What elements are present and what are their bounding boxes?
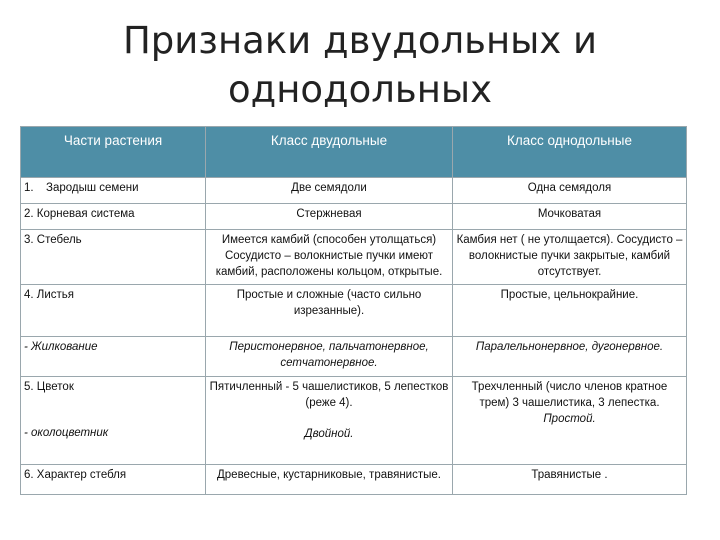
row-part-label: Зародыш семени: [46, 182, 139, 194]
row-part-cell: 4. Листья: [21, 285, 206, 337]
row-subpart-label: - околоцветник: [24, 427, 109, 439]
row-part-cell: - Жилкование: [21, 337, 206, 377]
monocot-cell: Камбия нет ( не утолщается). Сосудисто – волокнистые пучки закрытые, камбий отсутствует.: [453, 230, 687, 285]
dicot-cell: Имеется камбий (способен утолщаться) Сосудисто – волокнистые пучки имеют камбий, расположены кольцом, открытые.: [206, 230, 453, 285]
monocot-cell: Мочковатая: [453, 204, 687, 230]
dicot-subtext: Двойной.: [304, 428, 354, 440]
row-part-cell: [21, 178, 206, 204]
dicot-cell: Две семядоли: [206, 178, 453, 204]
header-dicots: Класс двудольные: [206, 127, 453, 178]
monocot-cell: Травянистые .: [453, 465, 687, 495]
table-row: [21, 465, 687, 495]
monocot-cell: Одна семядоля: [453, 178, 687, 204]
monocot-cell: Паралельнонервное, дугонервное.: [453, 337, 687, 377]
table-row: [21, 204, 687, 230]
comparison-table: [20, 126, 687, 495]
monocot-cell: Простые, цельнокрайние.: [453, 285, 687, 337]
header-monocots: Класс однодольные: [453, 127, 687, 178]
row-part-cell: 6. Характер стебля: [21, 465, 206, 495]
table-row: [21, 377, 687, 465]
dicot-cell: Древесные, кустарниковые, травянистые.: [206, 465, 453, 495]
monocot-text: Трехчленный (число членов кратное трем) 3 чашелистика, 3 лепестка.: [471, 381, 668, 409]
page-title: Признаки двудольных и однодольных: [122, 19, 598, 111]
table-header-row: [21, 127, 687, 178]
monocot-subtext: Простой.: [543, 413, 596, 425]
monocot-cell: [453, 377, 687, 465]
row-part-cell: 2. Корневая система: [21, 204, 206, 230]
dicot-cell: Простые и сложные (часто сильно изрезанные).: [206, 285, 453, 337]
dicot-text: Пятичленный - 5 чашелистиков, 5 лепестков (реже 4).: [209, 381, 449, 409]
row-part-cell: [21, 377, 206, 465]
table-row: [21, 337, 687, 377]
row-number: 1.: [24, 182, 34, 194]
table-row: [21, 230, 687, 285]
row-part-label: 5. Цветок: [24, 381, 74, 393]
dicot-cell: Стержневая: [206, 204, 453, 230]
dicot-cell: Перистонервное, пальчатонервное, сетчатонервное.: [206, 337, 453, 377]
row-part-cell: 3. Стебель: [21, 230, 206, 285]
table-row: [21, 285, 687, 337]
dicot-cell: [206, 377, 453, 465]
header-parts: Части растения: [21, 127, 206, 178]
table-row: [21, 178, 687, 204]
